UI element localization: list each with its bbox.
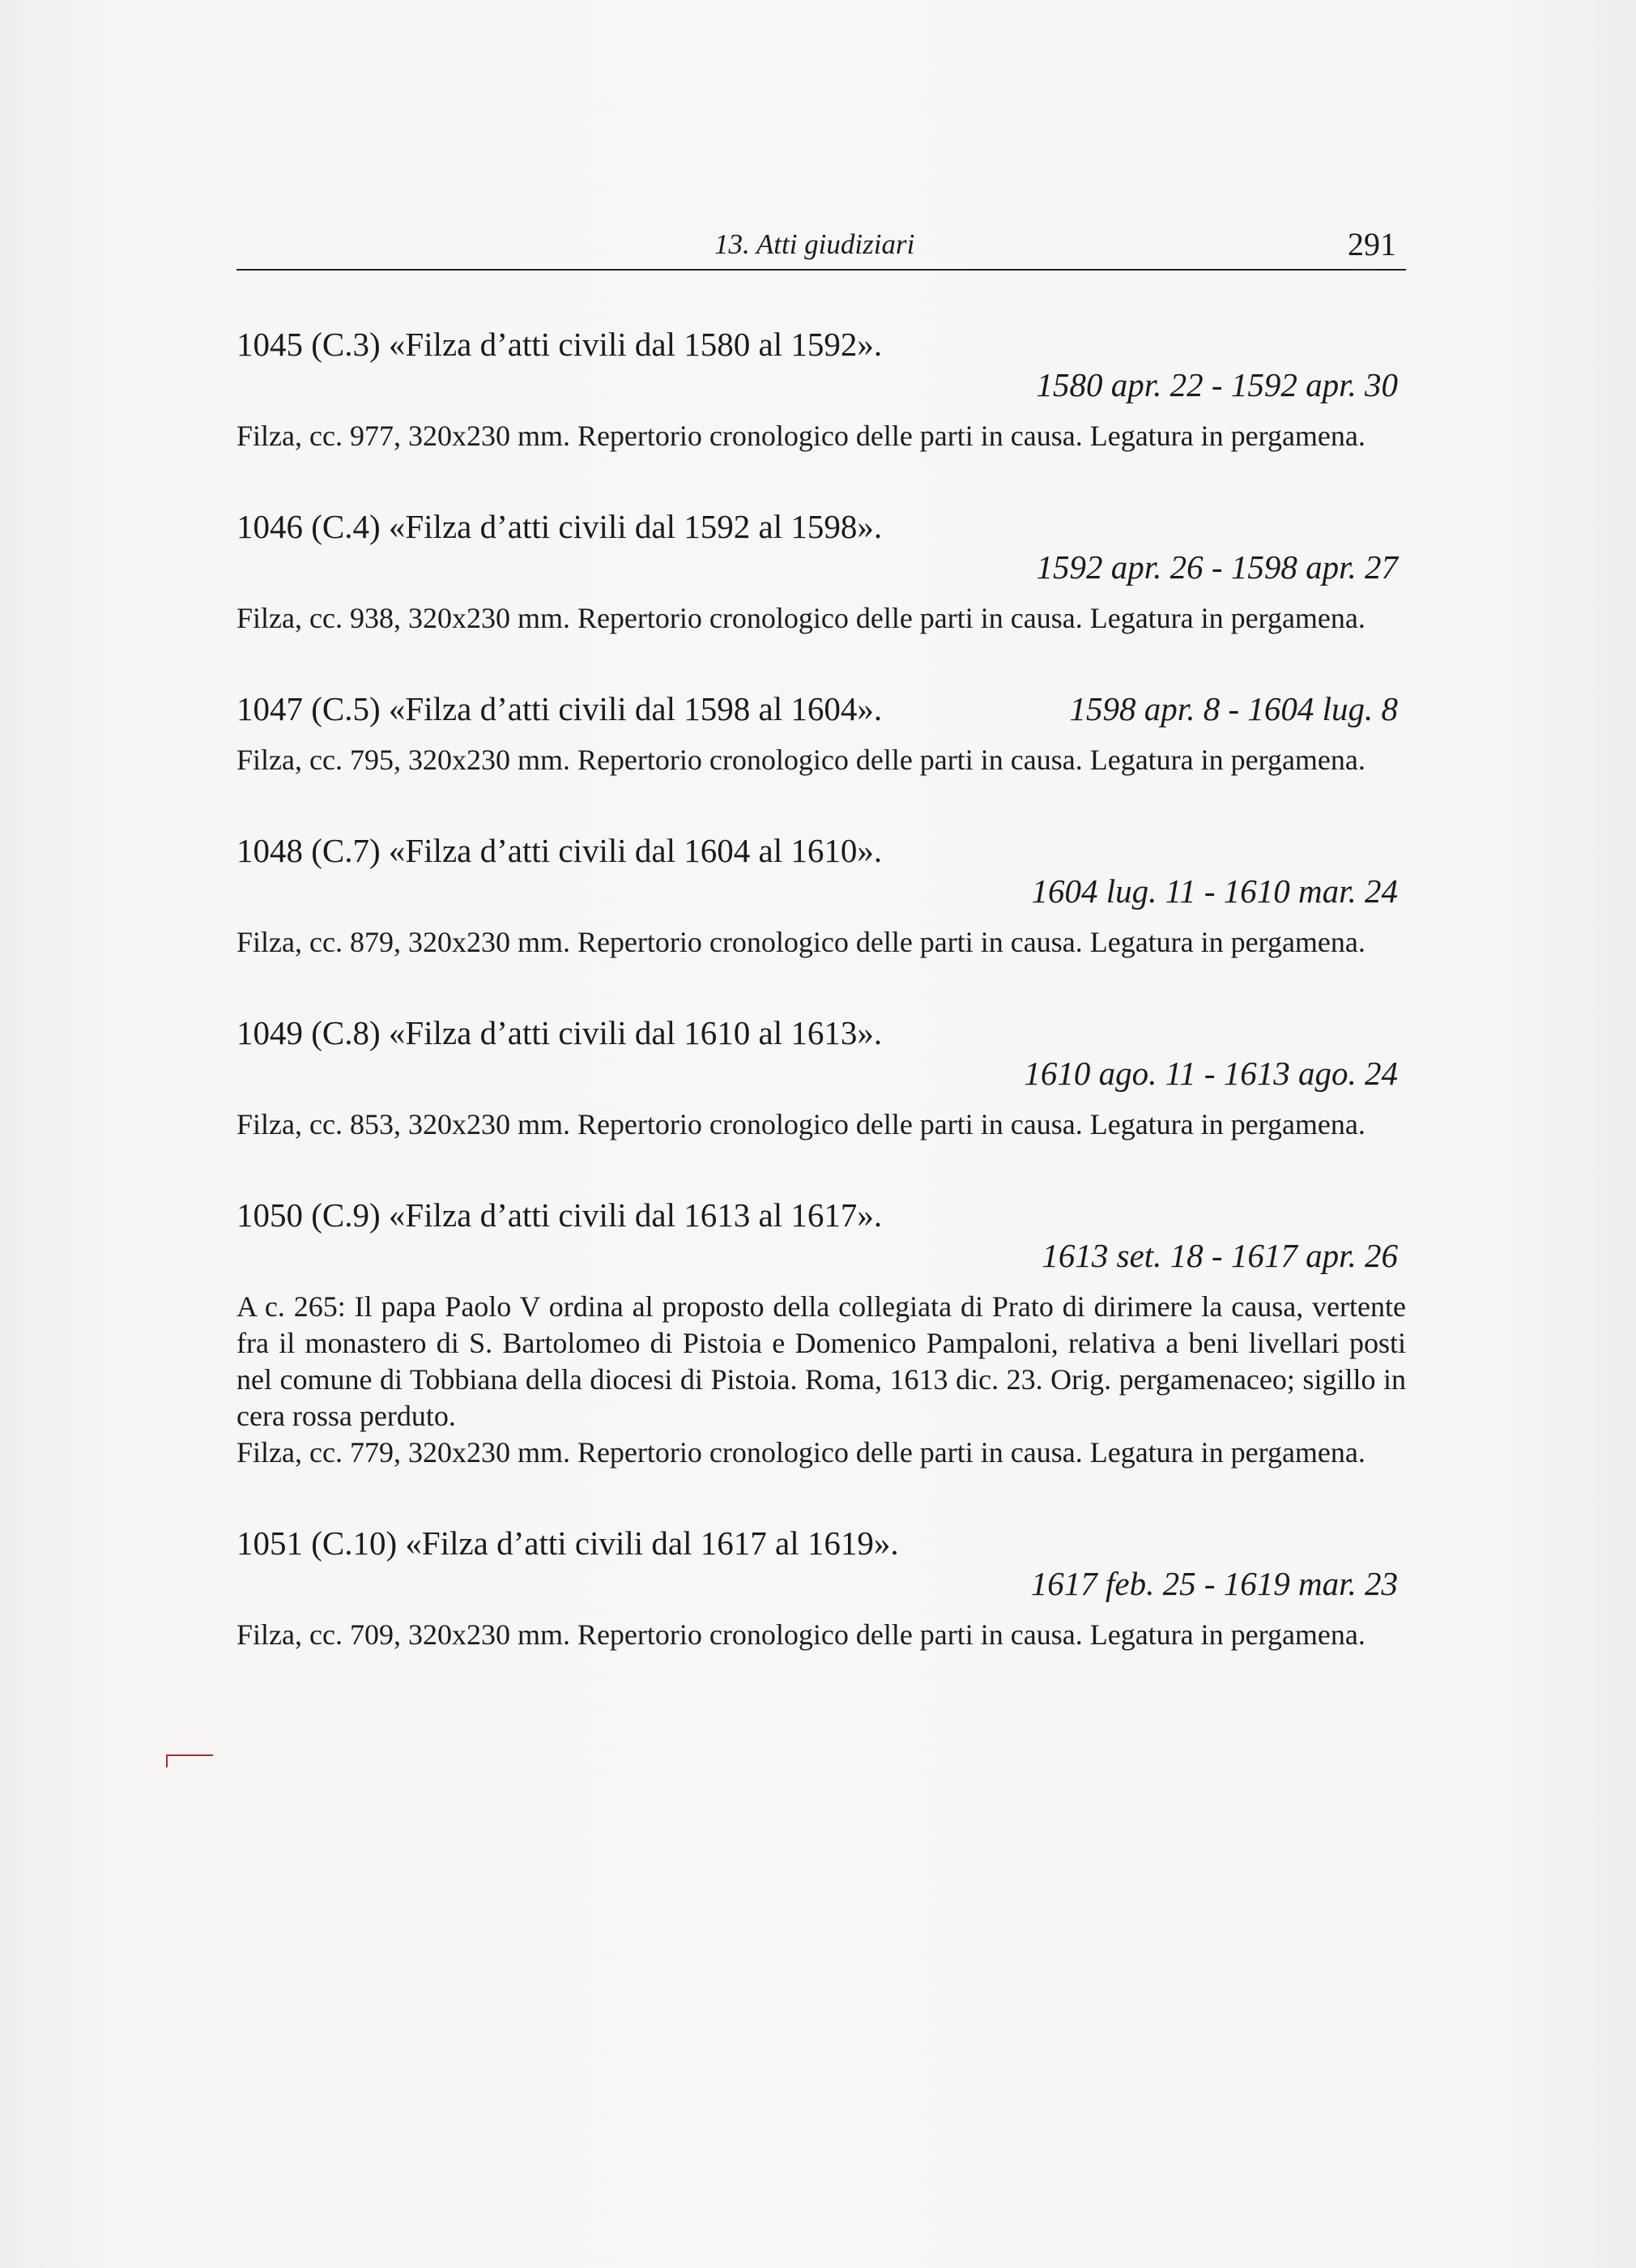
entry-list bbox=[236, 324, 1406, 1705]
entry-1051 bbox=[236, 1523, 1406, 1653]
entry-1048 bbox=[236, 830, 1406, 961]
entry-description: Filza, cc. 938, 320x230 mm. Repertorio cronologico delle parti in causa. Legatura in pergamena. bbox=[236, 602, 1365, 634]
entry-date: 1604 lug. 11 - 1610 mar. 24 bbox=[1031, 872, 1398, 910]
entry-description: Filza, cc. 779, 320x230 mm. Repertorio cronologico delle parti in causa. Legatura in pergamena. bbox=[236, 1436, 1365, 1469]
entry-1046 bbox=[236, 506, 1406, 637]
running-title: 13. Atti giudiziari bbox=[714, 228, 915, 260]
entry-description: Filza, cc. 709, 320x230 mm. Repertorio cronologico delle parti in causa. Legatura in pergamena. bbox=[236, 1618, 1365, 1651]
entry-title: 1046 (C.4) «Filza d’atti civili dal 1592 al 1598». bbox=[236, 508, 883, 545]
entry-1050 bbox=[236, 1195, 1406, 1471]
entry-1049 bbox=[236, 1013, 1406, 1143]
entry-title: 1045 (C.3) «Filza d’atti civili dal 1580 al 1592». bbox=[236, 326, 883, 363]
entry-title: 1050 (C.9) «Filza d’atti civili dal 1613 al 1617». bbox=[236, 1196, 883, 1234]
page-header bbox=[236, 217, 1406, 271]
entry-description: Filza, cc. 977, 320x230 mm. Repertorio cronologico delle parti in causa. Legatura in pergamena. bbox=[236, 420, 1365, 452]
entry-date: 1580 apr. 22 - 1592 apr. 30 bbox=[1036, 366, 1398, 403]
entry-date: 1613 set. 18 - 1617 apr. 26 bbox=[1042, 1237, 1398, 1274]
entry-1047 bbox=[236, 688, 1406, 778]
entry-date: 1592 apr. 26 - 1598 apr. 27 bbox=[1036, 548, 1398, 586]
entry-title: 1048 (C.7) «Filza d’atti civili dal 1604 al 1610». bbox=[236, 832, 883, 869]
entry-date: 1610 ago. 11 - 1613 ago. 24 bbox=[1024, 1055, 1398, 1092]
entry-note: A c. 265: Il papa Paolo V ordina al proposto della collegiata di Prato di dirimere la causa, vertente fra il monastero di S. Bartolomeo di Pistoia e Domenico Pampaloni, relativa a beni livellari posti nel comune di Tobbiana della diocesi di Pistoia. Roma, 1613 dic. 23. Orig. pergamenaceo; sigillo in cera rossa perduto. bbox=[236, 1290, 1406, 1432]
entry-description: Filza, cc. 879, 320x230 mm. Repertorio cronologico delle parti in causa. Legatura in pergamena. bbox=[236, 926, 1365, 958]
entry-description: Filza, cc. 853, 320x230 mm. Repertorio cronologico delle parti in causa. Legatura in pergamena. bbox=[236, 1108, 1365, 1140]
entry-description: Filza, cc. 795, 320x230 mm. Repertorio cronologico delle parti in causa. Legatura in pergamena. bbox=[236, 744, 1365, 776]
page-number: 291 bbox=[1348, 226, 1396, 262]
margin-mark bbox=[166, 1754, 213, 1756]
entry-title: 1049 (C.8) «Filza d’atti civili dal 1610 al 1613». bbox=[236, 1014, 883, 1051]
entry-date: 1598 apr. 8 - 1604 lug. 8 bbox=[1069, 690, 1398, 727]
entry-title: 1051 (C.10) «Filza d’atti civili dal 1617 al 1619». bbox=[236, 1524, 899, 1562]
entry-1045 bbox=[236, 324, 1406, 454]
entry-date: 1617 feb. 25 - 1619 mar. 23 bbox=[1030, 1565, 1398, 1602]
entry-title: 1047 (C.5) «Filza d’atti civili dal 1598 al 1604». bbox=[236, 690, 883, 727]
